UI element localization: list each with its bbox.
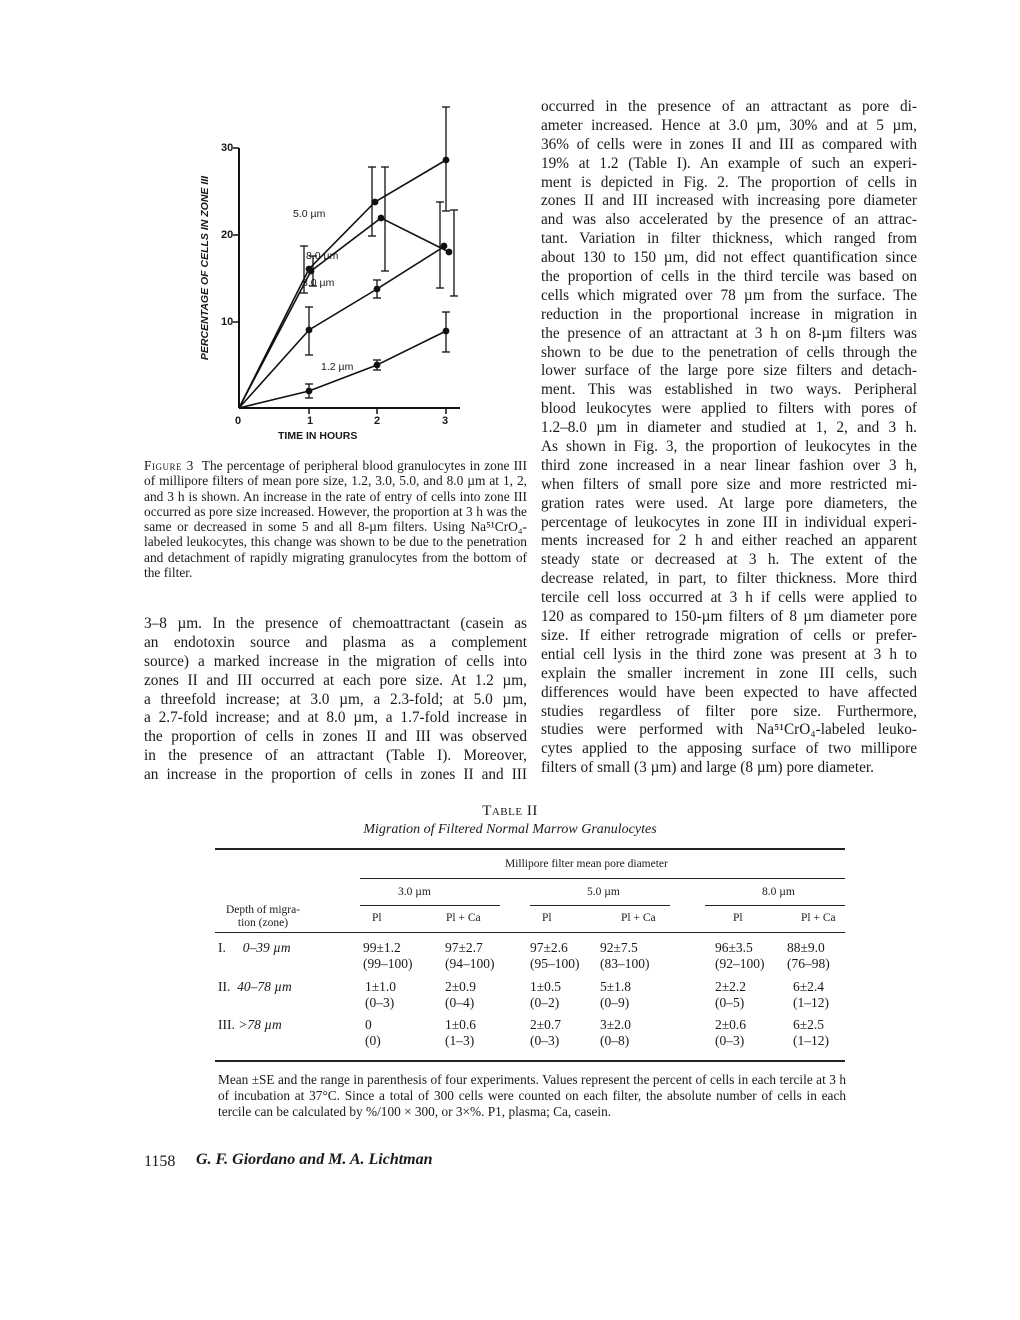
table-subtitle: Migration of Filtered Normal Marrow Granulocytes — [363, 822, 657, 837]
text-line: explain the smaller increment in zone III cells, such — [541, 664, 917, 682]
text-line: ments increased for 2 h and either reached an apparent — [541, 532, 917, 550]
cell: 92±7.5 (83–100) — [600, 940, 650, 971]
text-line: third zone increased in a near linear fashion over 3 h, — [541, 456, 917, 474]
text-line: studies were performed with Na⁵¹CrO₄-labeled leuko- — [541, 721, 917, 739]
text-line: reduction in the proportional increase in migration in — [541, 305, 917, 323]
text-line: occurred in the presence of an attractant as pore di- — [541, 98, 917, 115]
text-line: 36% of cells were in zones II and III as compared with — [541, 135, 917, 153]
row-header-line: Depth of migra- — [225, 904, 301, 916]
text-line: gration rates were used. At large pore diameters, the — [541, 494, 917, 512]
text-line: in the presence of an attractant (Table I). Moreover, — [144, 747, 527, 765]
text-line: when filters of small pore size and more restricted mi- — [541, 475, 917, 493]
text-line: a threefold increase; at 3.0 µm, a 2.3-fold; at 5.0 µm, — [144, 690, 527, 708]
text-line: an increase in the proportion of cells in zones II and III — [144, 766, 527, 784]
column-spanner: Millipore filter mean pore diameter — [505, 858, 668, 870]
cell: 2±0.7 (0–3) — [530, 1017, 562, 1048]
table-title: Table II — [482, 803, 538, 819]
text-line: differences would have been expected to have affected — [541, 683, 917, 701]
cell: 2±0.9 (0–4) — [445, 979, 477, 1010]
table-footnote: Mean ±SE and the range in parenthesis of four experiments. Values represent the percent of cells in each tercile at 3 h of incubation at 37°C. Since a total of 300 cells were counted on each filter, the absolute number of cells in each tercile can be calculated by %/100 × 300, or 3×%. P1, plasma; Ca, casein. — [218, 1072, 846, 1119]
x-axis-label: TIME IN HOURS — [278, 430, 358, 442]
text-line: the presence of an attractant at 3 h on 8-µm filters was — [541, 324, 917, 342]
cell: 1±1.0 (0–3) — [365, 979, 397, 1010]
cell: 99±1.2 (99–100) — [363, 940, 413, 971]
right-column-body — [541, 98, 917, 778]
text-line: zones II and III increased with increasing pore diameter — [541, 192, 917, 210]
text-line: tercile cell loss occurred at 3 h if cells were applied to — [541, 589, 917, 607]
cell: 3±2.0 (0–8) — [600, 1017, 632, 1048]
cell: 2±0.6 (0–3) — [715, 1017, 747, 1048]
y-tick-10: 10 — [221, 316, 234, 328]
x-tick-3: 3 — [442, 415, 449, 427]
figure-caption — [144, 458, 527, 580]
group-3-0um: 3.0 µm — [398, 886, 431, 898]
x-tick-2: 2 — [374, 415, 381, 427]
text-line: the proportion of cells in the third tercile was based on — [541, 268, 917, 286]
series-label-8-0um: 8.0 µm — [306, 250, 339, 262]
text-line: size. If either retrograde migration of cells or prefer- — [541, 626, 917, 644]
text-line: blood leukocytes were applied to filters with pores of — [541, 400, 917, 418]
cell: 1±0.5 (0–2) — [530, 979, 562, 1010]
text-line: As shown in Fig. 3, the proportion of leukocytes in the — [541, 438, 917, 456]
text-line: the proportion of cells in zones II and III was observed — [144, 728, 527, 746]
x-tick-1: 1 — [307, 415, 314, 427]
text-line: 19% at 1.2 (Table I). An example of such an experi- — [541, 154, 917, 172]
series-8-0um — [239, 218, 449, 408]
text-line: decrease related, in part, to filter thickness. More third — [541, 570, 917, 588]
cell: 97±2.6 (95–100) — [530, 940, 580, 971]
row-header-line: tion (zone) — [237, 917, 289, 929]
figure-3-chart — [150, 90, 490, 460]
y-tick-20: 20 — [221, 229, 234, 241]
table-ii — [215, 846, 845, 1066]
x-tick-0: 0 — [235, 415, 242, 427]
row-label: I. 0–39 µm — [218, 940, 291, 955]
row-label: III. >78 µm — [218, 1017, 282, 1032]
cell: 88±9.0 (76–98) — [787, 940, 830, 971]
text-line: lower surface of the large pore size filters and detach- — [541, 362, 917, 380]
text-line: 1.2–8.0 µm in diameter and studied at 1, 2, and 3 h. — [541, 419, 917, 437]
text-line: a 2.7-fold increase; and at 8.0 µm, a 1.7-fold increase in — [144, 709, 527, 727]
subcol: Pl + Ca — [621, 912, 656, 924]
cell: 2±2.2 (0–5) — [715, 979, 747, 1010]
row-label: II. 40–78 µm — [218, 979, 292, 994]
spanner-rule — [360, 878, 845, 879]
text-line: tant. Variation in filter thickness, which ranged from — [541, 230, 917, 248]
series-3-0um — [239, 246, 445, 408]
text-line: filters of small (3 µm) and large (8 µm) pore diameter. — [541, 759, 874, 777]
table-top-rule — [215, 848, 845, 850]
group-8-0um: 8.0 µm — [762, 886, 795, 898]
text-line: ential cell lysis in the third zone was present at 3 h to — [541, 645, 917, 663]
subcol: Pl — [372, 912, 382, 924]
text-line: ment. This was established in two ways. Peripheral — [541, 381, 917, 399]
row-header — [223, 904, 303, 930]
text-line: zones II and III occurred at each pore size. At 1.2 µm, — [144, 671, 527, 689]
cell: 1±0.6 (1–3) — [445, 1017, 477, 1048]
text-line: about 130 to 150 µm, did not effect quantification since — [541, 249, 917, 267]
cell: 96±3.5 (92–100) — [715, 940, 765, 971]
y-axis-label: PERCENTAGE OF CELLS IN ZONE III — [199, 175, 211, 361]
subcol: Pl — [542, 912, 552, 924]
cell: 5±1.8 (0–9) — [600, 979, 632, 1010]
text-line: shown to be due to the penetration of cells through the — [541, 343, 917, 361]
text-line: and was also accelerated by the presence of an attrac- — [541, 211, 917, 229]
text-line: studies regardless of filter pore size. Furthermore, — [541, 702, 917, 720]
text-line: 3–8 µm. In the presence of chemoattractant (casein as — [144, 615, 527, 632]
text-line: steady state or decreased at 3 h. The extent of the — [541, 551, 917, 569]
y-tick-30: 30 — [221, 142, 234, 154]
text-line: cells which migrated over 78 µm from the surface. The — [541, 286, 917, 304]
page-number: 1158 — [144, 1153, 176, 1170]
cell: 97±2.7 (94–100) — [445, 940, 495, 971]
series-label-1-2um: 1.2 µm — [321, 361, 354, 373]
caption-text: The percentage of peripheral blood granulocytes in zone III of millipore filters of mean pore size, 1.2, 3.0, 5.0, and 8.0 µm at 1, 2, and 3 h is shown. An increase in the rate of entry of cells into zone III occurred as pore size increased. However, the proportion at 3 h was the same or decreased in some 5 and all 8-µm filters. Using Na⁵¹CrO₄-labeled leukocytes, this change was shown to be due to the penetration and detachment of rapidly migrating granulocytes from the bottom of the filter. — [144, 458, 527, 581]
group-rule — [705, 905, 845, 906]
data-markers — [306, 157, 453, 395]
left-column-body — [144, 615, 527, 785]
group-rule — [530, 905, 670, 906]
series-label-5-0um: 5.0 µm — [293, 208, 326, 220]
table-bottom-rule — [215, 1060, 845, 1062]
text-line: percentage of leukocytes in zone III in individual experi- — [541, 513, 917, 531]
header-bottom-rule — [215, 932, 845, 933]
text-line: ameter increased. Hence at 3.0 µm, 30% and at 5 µm, — [541, 116, 917, 134]
subcol: Pl — [733, 912, 743, 924]
subcol: Pl + Ca — [801, 912, 836, 924]
cell: 6±2.5 (1–12) — [793, 1017, 829, 1048]
group-5-0um: 5.0 µm — [587, 886, 620, 898]
text-line: source) a marked increase in the migration of cells into — [144, 652, 527, 670]
subcol: Pl + Ca — [446, 912, 481, 924]
series-label-3-0um: 3.0 µm — [302, 277, 335, 289]
cell: 6±2.4 (1–12) — [793, 979, 829, 1010]
group-rule — [360, 905, 500, 906]
cell: 0 (0) — [365, 1017, 381, 1048]
text-line: an endotoxin source and plasma as a complement — [144, 633, 527, 651]
text-line: 120 as compared to 150-µm filters of 8 µm diameter pore — [541, 608, 917, 626]
running-footer-authors: G. F. Giordano and M. A. Lichtman — [196, 1151, 433, 1168]
text-line: ment is depicted in Fig. 2. The proportion of cells in — [541, 173, 917, 191]
text-line: cytes applied to the apposing surface of two millipore — [541, 740, 917, 758]
caption-label: Figure 3 — [144, 458, 194, 473]
